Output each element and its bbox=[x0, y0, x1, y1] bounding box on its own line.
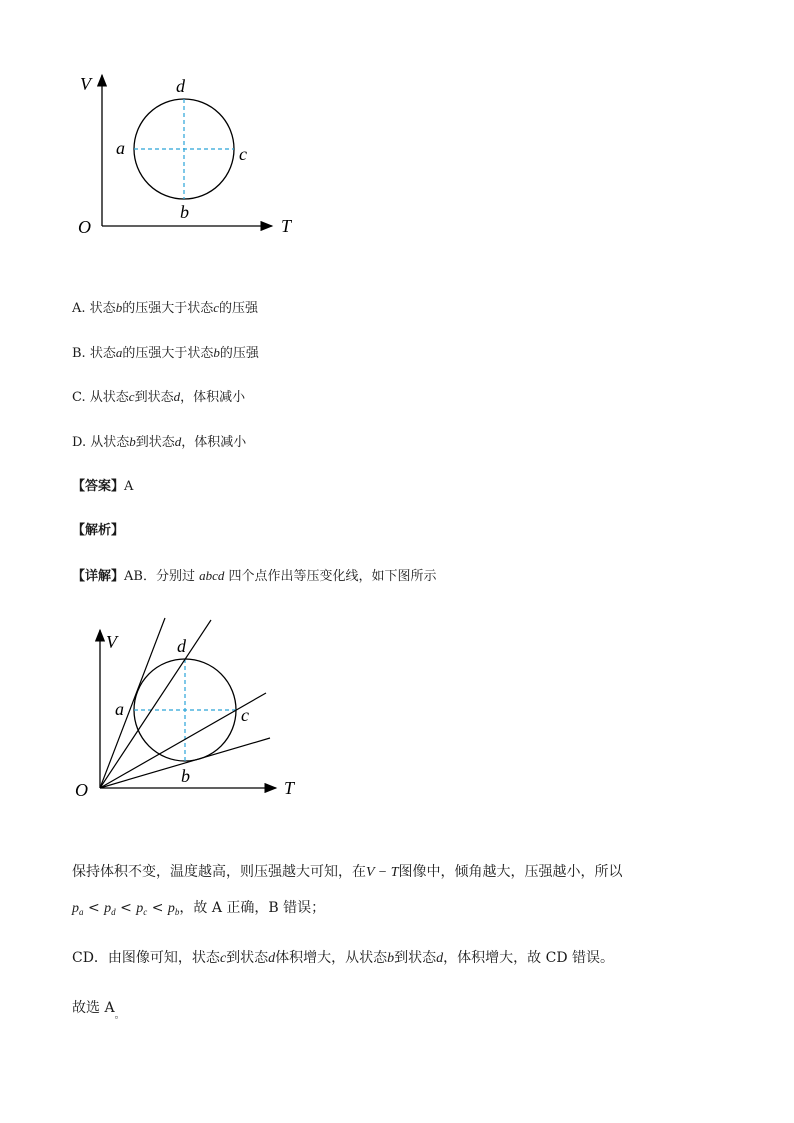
option-c: C. 从状态c到状态d，体积减小 bbox=[72, 389, 246, 405]
label-a: a bbox=[115, 699, 124, 719]
explanation-line-3: CD．由图像可知，状态c到状态d体积增大，从状态b到状态d，体积增大，故 CD 错误。 bbox=[72, 950, 614, 966]
label-t: T bbox=[281, 216, 292, 236]
analysis-line bbox=[72, 521, 124, 541]
answer-value: A bbox=[124, 479, 134, 494]
label-c: c bbox=[239, 144, 247, 164]
conclusion-line: 故选 $A_。$ bbox=[72, 1000, 125, 1021]
option-b: B. 状态a的压强大于状态b的压强 bbox=[72, 345, 259, 361]
label-o: O bbox=[78, 217, 91, 237]
label-d: d bbox=[177, 636, 186, 656]
detail-tag: 【详解】 bbox=[72, 569, 125, 584]
label-b: b bbox=[181, 766, 190, 786]
label-v: V bbox=[80, 74, 91, 94]
label-o: O bbox=[75, 780, 88, 800]
option-d: D. 从状态b到状态d，体积减小 bbox=[72, 434, 247, 450]
label-t: T bbox=[284, 778, 295, 798]
option-a: A. 状态b的压强大于状态c的压强 bbox=[72, 300, 258, 316]
analysis-tag: 【解析】 bbox=[72, 523, 125, 538]
explanation-line-2: $p_a < p_d < p_c < p_b$，故 A 正确，B 错误； bbox=[72, 900, 326, 917]
label-d: d bbox=[176, 76, 185, 96]
label-a: a bbox=[116, 138, 125, 158]
label-v: V bbox=[106, 632, 117, 652]
answer-line bbox=[72, 477, 133, 497]
explanation-line-1: 保持体积不变，温度越高，则压强越大可知，在V − T图像中，倾角越大，压强越小，所以 bbox=[72, 864, 623, 880]
pressure-inequality: $p_a$ bbox=[72, 901, 84, 917]
vt-diagram-2 bbox=[60, 610, 320, 810]
detail-line: 【详解】AB．分别过 abcd 四个点作出等压变化线，如下图所示 bbox=[72, 568, 437, 584]
label-c: c bbox=[241, 705, 249, 725]
answer-tag: 【答案】 bbox=[72, 479, 125, 494]
vt-diagram-1 bbox=[60, 60, 320, 250]
label-b: b bbox=[180, 202, 189, 222]
